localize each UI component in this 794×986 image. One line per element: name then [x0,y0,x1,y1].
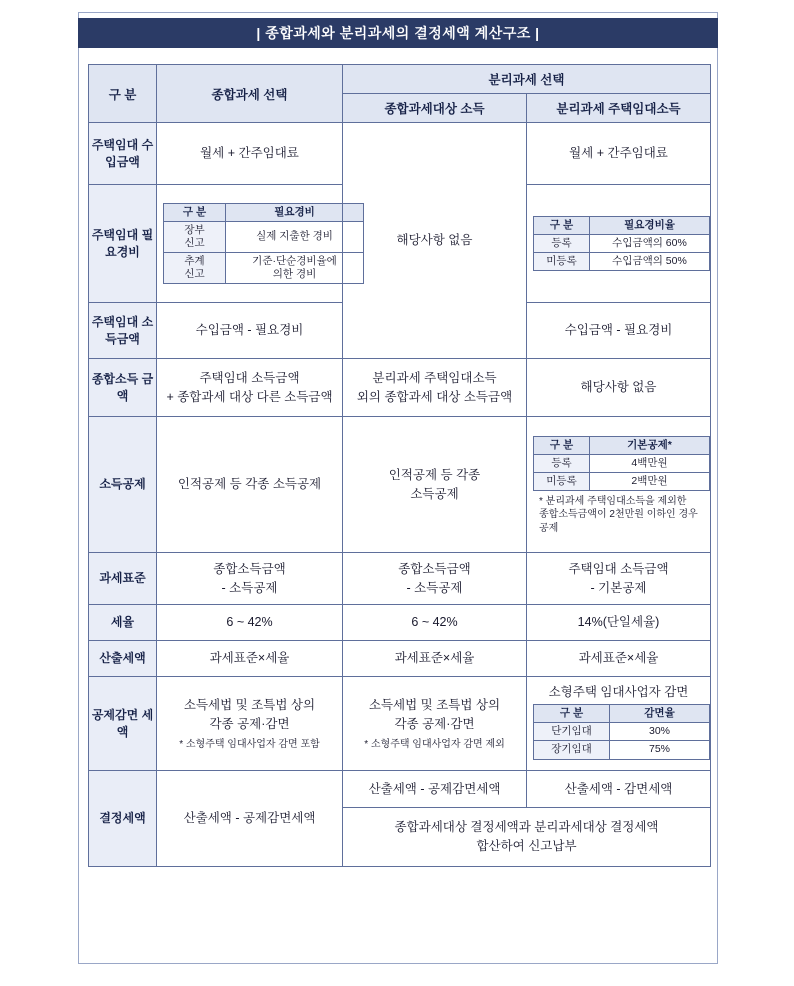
subtable-header-row [534,216,710,234]
subcell-long-term-rental: 장기임대 [534,741,610,759]
cell-separate-general-tax-rate: 6 ~ 42% [343,605,527,641]
subtable-row [534,472,710,490]
subheader-division: 구 분 [534,705,610,723]
cell-separate-rental-calculated-tax: 과세표준×세율 [527,641,711,677]
note-separate-general-reduction: * 소형주택 임대사업자 감면 제외 [364,738,505,750]
table-row [89,553,711,605]
subcell-registered: 등록 [534,234,590,252]
cell-separate-rental-necessary-expense [527,185,711,303]
cell-comprehensive-rental-income: 월세 + 간주임대료 [157,123,343,185]
page-title: | 종합과세와 분리과세의 결정세액 계산구조 | [78,18,718,48]
subtable-book-expense [163,203,364,285]
cell-comprehensive-determined-tax: 산출세액 - 공제감면세액 [157,771,343,867]
note-comprehensive-reduction: * 소형주택 임대사업자 감면 포함 [179,738,320,750]
table-body [89,123,711,867]
subcell-registered: 등록 [534,454,590,472]
cell-separate-rental-determined-tax: 산출세액 - 감면세액 [527,771,711,808]
cell-separate-general-none: 해당사항 없음 [343,123,527,359]
row-head-total-income: 종합소득 금액 [89,359,157,417]
cell-separate-rental-deduction-reduction: 소형주택 임대사업자 감면 구 분 감면율 단기임대 30% 장기임대 75% [527,677,711,771]
subtable-row [534,723,710,741]
subcell-short-term-rental-value: 30% [610,723,710,741]
subcell-book-report-value: 실제 지출한 경비 [226,221,364,252]
cell-comprehensive-income-deduction: 인적공제 등 각종 소득공제 [157,417,343,553]
header-row-1 [89,65,711,94]
table-row [89,123,711,185]
row-head-rental-income-amount: 주택임대 소득금액 [89,303,157,359]
subtable-row [534,741,710,759]
cell-comprehensive-rental-income-amount: 수입금액 - 필요경비 [157,303,343,359]
subheader-division: 구 분 [534,216,590,234]
subheader-expense-rate: 필요경비율 [590,216,710,234]
row-head-rental-income: 주택임대 수입금액 [89,123,157,185]
cell-separate-general-calculated-tax: 과세표준×세율 [343,641,527,677]
header-separate-general: 종합과세대상 소득 [343,94,527,123]
header-separate-rental: 분리과세 주택임대소득 [527,94,711,123]
subtable-reduction-rate [533,704,710,759]
table-row [89,677,711,771]
table-row [89,605,711,641]
tax-comparison-table [88,64,711,867]
cell-comprehensive-total-income: 주택임대 소득금액 + 종합과세 대상 다른 소득금액 [157,359,343,417]
table-row [89,359,711,417]
subcell-book-report: 장부 신고 [164,221,226,252]
subtable-expense-rate [533,216,710,271]
subtable-header-row [534,705,710,723]
cell-separate-general-income-deduction: 인적공제 등 각종 소득공제 [343,417,527,553]
row-head-tax-rate: 세율 [89,605,157,641]
subtable-header-row [164,203,364,221]
subcell-unregistered: 미등록 [534,253,590,271]
row-head-calculated-tax: 산출세액 [89,641,157,677]
subtable-row [164,221,364,252]
row-head-deduction-reduction-tax: 공제감면 세액 [89,677,157,771]
subcell-registered-value: 4백만원 [590,454,710,472]
row-head-determined-tax: 결정세액 [89,771,157,867]
cell-comprehensive-deduction-reduction: 소득세법 및 조특법 상의 각종 공제·감면 * 소형주택 임대사업자 감면 포함 [157,677,343,771]
row-head-tax-base: 과세표준 [89,553,157,605]
subheader-division: 구 분 [534,436,590,454]
subtable-basic-deduction [533,436,710,491]
cell-separate-rental-tax-rate: 14%(단일세율) [527,605,711,641]
subcell-estimate-report: 추계 신고 [164,253,226,284]
header-comprehensive: 종합과세 선택 [157,65,343,123]
note-basic-deduction: * 분리과세 주택임대소득을 제외한 종합소득금액이 2천만원 이하인 경우 공제 [539,495,698,534]
subcell-unregistered-value: 2백만원 [590,472,710,490]
cell-separate-rental-income-amount: 수입금액 - 필요경비 [527,303,711,359]
table-row [89,641,711,677]
row-head-income-deduction: 소득공제 [89,417,157,553]
subtable-row [534,253,710,271]
cell-separate-general-total-income: 분리과세 주택임대소득 외의 종합과세 대상 소득금액 [343,359,527,417]
subcell-estimate-report-value: 기준·단순경비율에 의한 경비 [226,253,364,284]
subcell-long-term-rental-value: 75% [610,741,710,759]
table-row [89,771,711,808]
cell-separate-rental-income: 월세 + 간주임대료 [527,123,711,185]
subheader-expense: 필요경비 [226,203,364,221]
header-separate-group: 분리과세 선택 [343,65,711,94]
subtable-row [534,454,710,472]
cell-separate-rental-income-deduction [527,417,711,553]
subheader-reduction-rate: 감면율 [610,705,710,723]
table-header [89,65,711,123]
row-head-necessary-expense: 주택임대 필요경비 [89,185,157,303]
cell-separate-rental-tax-base: 주택임대 소득금액 - 기본공제 [527,553,711,605]
cell-comprehensive-tax-rate: 6 ~ 42% [157,605,343,641]
subheader-basic-deduction: 기본공제* [590,436,710,454]
cell-comprehensive-tax-base: 종합소득금액 - 소득공제 [157,553,343,605]
cell-combined-filing-note: 종합과세대상 결정세액과 분리과세대상 결정세액 합산하여 신고납부 [343,807,711,866]
header-division: 구 분 [89,65,157,123]
subheader-division: 구 분 [164,203,226,221]
subtable-header-row [534,436,710,454]
subcell-unregistered: 미등록 [534,472,590,490]
subtable-row [534,234,710,252]
cell-separate-general-deduction-reduction: 소득세법 및 조특법 상의 각종 공제·감면 * 소형주택 임대사업자 감면 제외 [343,677,527,771]
cell-separate-general-tax-base: 종합소득금액 - 소득공제 [343,553,527,605]
subtable-row [164,253,364,284]
cell-separate-general-determined-tax: 산출세액 - 공제감면세액 [343,771,527,808]
subcell-unregistered-value: 수입금액의 50% [590,253,710,271]
subcell-short-term-rental: 단기임대 [534,723,610,741]
cell-comprehensive-necessary-expense [157,185,343,303]
table-row [89,417,711,553]
subcell-registered-value: 수입금액의 60% [590,234,710,252]
cell-separate-rental-total-income: 해당사항 없음 [527,359,711,417]
cell-comprehensive-calculated-tax: 과세표준×세율 [157,641,343,677]
